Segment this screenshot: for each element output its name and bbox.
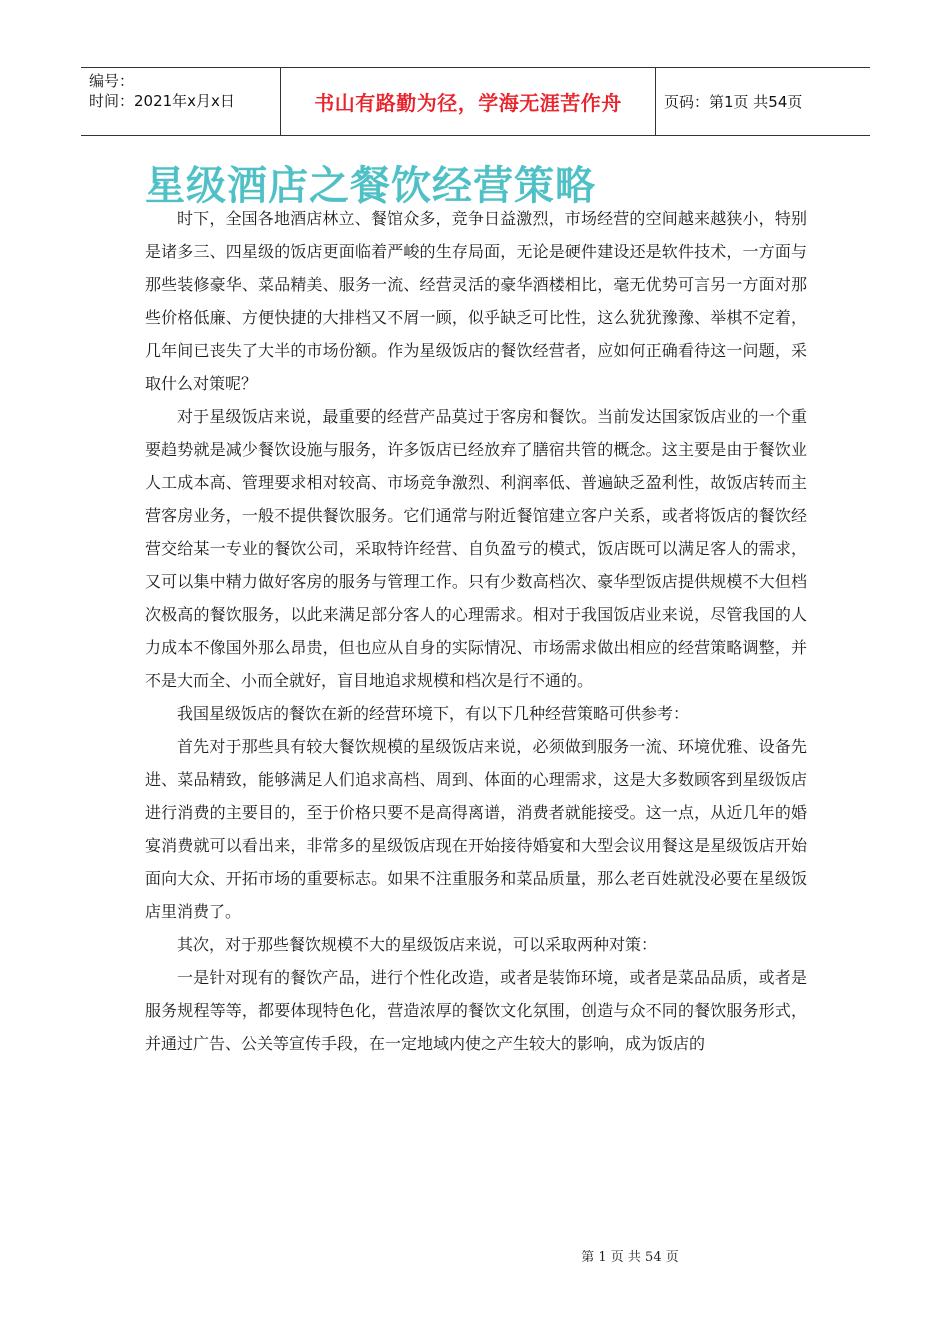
header-motto: 书山有路勤为径，学海无涯苦作舟 <box>281 68 656 135</box>
paragraph: 首先对于那些具有较大餐饮规模的星级饭店来说，必须做到服务一流、环境优雅、设备先进、菜品精致，能够满足人们追求高档、周到、体面的心理需求，这是大多数顾客到星级饭店进行消费的主要目的，至于价格只要不是高得离谱，消费者就能接受。这一点，从近几年的婚宴消费就可以看出来，非常多的星级饭店现在开始接待婚宴和大型会议用餐这是星级饭店开始面向大众、开拓市场的重要标志。如果不注重服务和菜品质量，那么老百姓就没必要在星级饭店里消费了。 <box>145 737 807 921</box>
paragraph: 一是针对现有的餐饮产品，进行个性化改造，或者是装饰环境，或者是菜品品质，或者是服务规程等等，都要体现特色化，营造浓厚的餐饮文化氛围，创造与众不同的餐饮服务形式，并通过广告、公关等宣传手段，在一定地域内使之产生较大的影响，成为饭店的 <box>145 968 807 1053</box>
page-header <box>81 67 870 136</box>
header-meta <box>81 68 281 135</box>
page-footer: 第 1 页 共 54 页 <box>581 1250 679 1265</box>
paragraph: 我国星级饭店的餐饮在新的经营环境下，有以下几种经营策略可供参考： <box>177 704 690 723</box>
date-label: 时间：2021年x月x日 <box>89 92 235 110</box>
code-label: 编号： <box>89 72 135 90</box>
header-page-info: 页码：第1页 共54页 <box>664 93 803 111</box>
document-body <box>145 202 807 1060</box>
paragraph: 时下，全国各地酒店林立、餐馆众多，竞争日益激烈，市场经营的空间越来越狭小，特别是诸多三、四星级的饭店更面临着严峻的生存局面，无论是硬件建设还是软件技术，一方面与那些装修豪华、菜品精美、服务一流、经营灵活的豪华酒楼相比，毫无优势可言另一方面对那些价格低廉、方便快捷的大排档又不屑一顾，似乎缺乏可比性，这么犹犹豫豫、举棋不定着，几年间已丧失了大半的市场份额。作为星级饭店的餐饮经营者，应如何正确看待这一问题，采取什么对策呢？ <box>145 209 807 393</box>
paragraph: 对于星级饭店来说，最重要的经营产品莫过于客房和餐饮。当前发达国家饭店业的一个重要趋势就是减少餐饮设施与服务，许多饭店已经放弃了膳宿共管的概念。这主要是由于餐饮业人工成本高、管理要求相对较高、市场竞争激烈、利润率低、普遍缺乏盈利性，故饭店转而主营客房业务，一般不提供餐饮服务。它们通常与附近餐馆建立客户关系，或者将饭店的餐饮经营交给某一专业的餐饮公司，采取特许经营、自负盈亏的模式，饭店既可以满足客人的需求，又可以集中精力做好客房的服务与管理工作。只有少数高档次、豪华型饭店提供规模不大但档次极高的餐饮服务，以此来满足部分客人的心理需求。相对于我国饭店业来说，尽管我国的人力成本不像国外那么昂贵，但也应从自身的实际情况、市场需求做出相应的经营策略调整，并不是大而全、小而全就好，盲目地追求规模和档次是行不通的。 <box>145 407 807 690</box>
paragraph: 其次，对于那些餐饮规模不大的星级饭店来说，可以采取两种对策： <box>177 935 658 954</box>
document-title: 星级酒店之餐饮经营策略 <box>145 162 596 209</box>
